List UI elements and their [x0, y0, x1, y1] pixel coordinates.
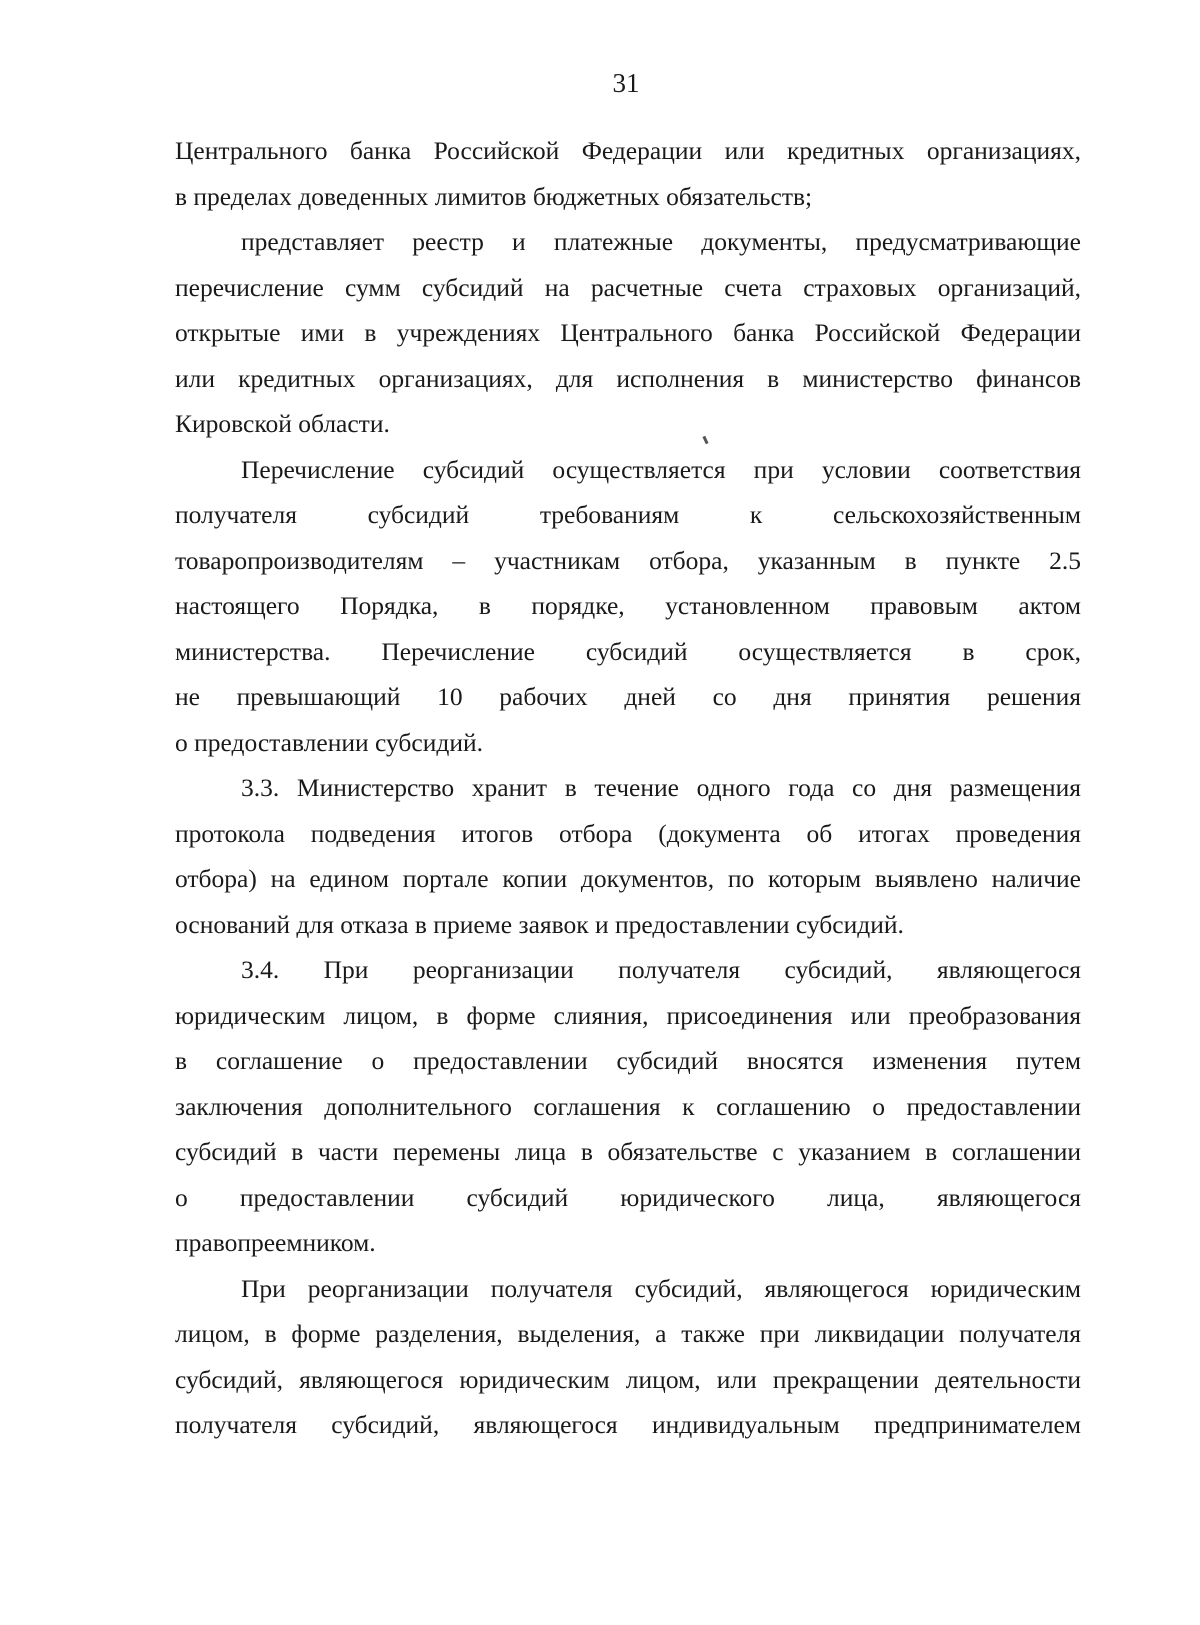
text-line: 3.3. Министерство хранит в течение одного года со дня размещения — [241, 773, 1081, 802]
text-line: министерства. Перечисление субсидий осуществляется в срок, — [175, 636, 1081, 666]
text-line: перечисление сумм субсидий на расчетные счета страховых организаций, — [175, 272, 1081, 302]
text-line: товаропроизводителям – участникам отбора, указанным в пункте 2.5 — [175, 545, 1081, 575]
text-line: о предоставлении субсидий юридического лица, являющегося — [175, 1182, 1081, 1212]
text-line: в пределах доведенных лимитов бюджетных обязательств; — [175, 181, 813, 211]
page-number: 31 — [612, 68, 640, 98]
text-line: субсидий в части перемены лица в обязательстве с указанием в соглашении — [175, 1137, 1081, 1166]
text-line: в соглашение о предоставлении субсидий вносятся изменения путем — [175, 1046, 1081, 1075]
text-line: Кировской области. — [175, 409, 390, 438]
text-line: 3.4. При реорганизации получателя субсидий, являющегося — [241, 955, 1081, 984]
paragraph — [175, 219, 1081, 447]
text-line: о предоставлении субсидий. — [175, 727, 483, 757]
text-line: открытые ими в учреждениях Центрального банка Российской Федерации — [175, 318, 1081, 347]
text-line: протокола подведения итогов отбора (документа об итогах проведения — [175, 818, 1081, 848]
text-line: субсидий, являющегося юридическим лицом, или прекращении деятельности — [175, 1364, 1081, 1394]
text-line: не превышающий 10 рабочих дней со дня принятия решения — [175, 682, 1081, 711]
text-line: отбора) на едином портале копии документов, по которым выявлено наличие — [175, 864, 1081, 893]
paragraph — [175, 765, 1081, 947]
text-line: юридическим лицом, в форме слияния, присоединения или преобразования — [175, 1000, 1081, 1030]
text-line: заключения дополнительного соглашения к соглашению о предоставлении — [175, 1091, 1081, 1121]
paragraph — [175, 947, 1081, 1266]
text-line: получателя субсидий, являющегося индивидуальным предпринимателем — [175, 1410, 1081, 1439]
text-line: лицом, в форме разделения, выделения, а также при ликвидации получателя — [175, 1319, 1081, 1348]
paragraph — [175, 447, 1081, 766]
text-line: Перечисление субсидий осуществляется при условии соответствия — [241, 454, 1081, 484]
text-line: Центрального банка Российской Федерации или кредитных организациях, — [175, 136, 1081, 165]
text-line: правопреемником. — [175, 1228, 376, 1257]
paragraph — [175, 128, 1081, 219]
text-line: оснований для отказа в приеме заявок и предоставлении субсидий. — [175, 909, 904, 939]
text-line: настоящего Порядка, в порядке, установленном правовым актом — [175, 591, 1081, 620]
document-body — [175, 128, 1081, 1448]
paragraph — [175, 1266, 1081, 1448]
text-line: представляет реестр и платежные документы, предусматривающие — [241, 227, 1081, 256]
text-line: При реорганизации получателя субсидий, являющегося юридическим — [241, 1273, 1081, 1303]
text-line: или кредитных организациях, для исполнения в министерство финансов — [175, 363, 1081, 393]
text-line: получателя субсидий требованиям к сельскохозяйственным — [175, 500, 1081, 529]
